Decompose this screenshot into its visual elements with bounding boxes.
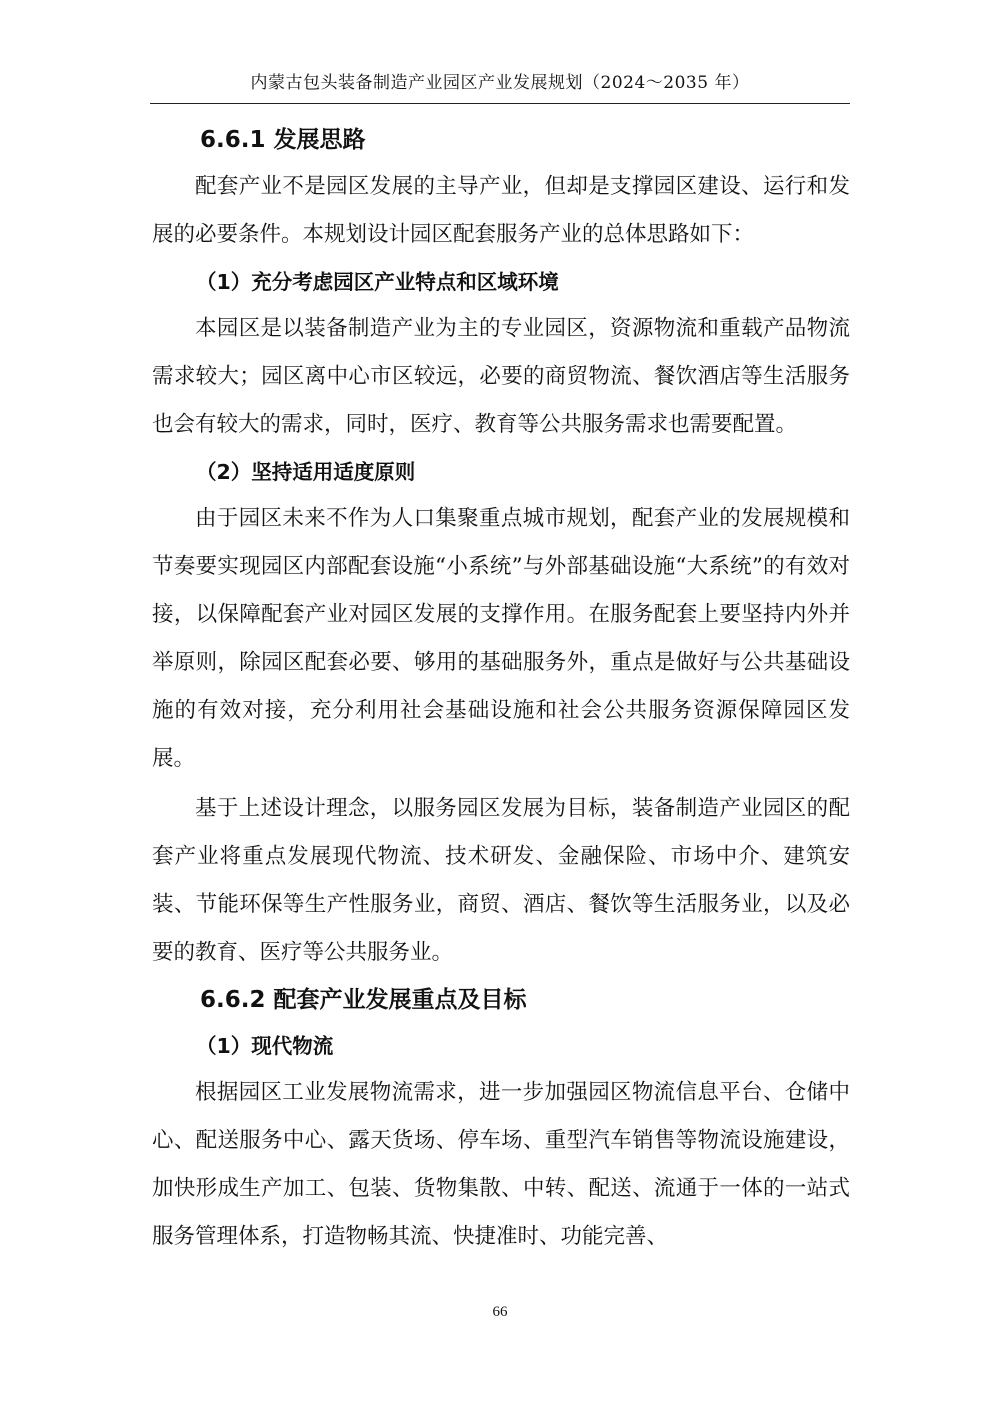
subheading-1: （1）充分考虑园区产业特点和区域环境 (196, 270, 559, 294)
paragraph-sub2: 由于园区未来不作为人口集聚重点城市规划，配套产业的发展规模和节奏要实现园区内部配套设施“小系统”与外部基础设施“大系统”的有效对接，以保障配套产业对园区发展的支撑作用。在服务配套上要坚持内外并举原则，除园区配套必要、够用的基础服务外，重点是做好与公共基础设施的有效对接，充分利用社会基础设施和社会公共服务资源保障园区发展。 (152, 506, 850, 771)
paragraph-sub3: 根据园区工业发展物流需求，进一步加强园区物流信息平台、仓储中心、配送服务中心、露天货场、停车场、重型汽车销售等物流设施建设，加快形成生产加工、包装、货物集散、中转、配送、流通于一体的一站式服务管理体系，打造物畅其流、快捷准时、功能完善、 (152, 1080, 850, 1249)
paragraph-summary: 基于上述设计理念，以服务园区发展为目标，装备制造产业园区的配套产业将重点发展现代物流、技术研发、金融保险、市场中介、建筑安装、节能环保等生产性服务业，商贸、酒店、餐饮等生活服务业，以及必要的教育、医疗等公共服务业。 (152, 796, 850, 965)
paragraph-sub1: 本园区是以装备制造产业为主的专业园区，资源物流和重载产品物流需求较大；园区离中心市区较远，必要的商贸物流、餐饮酒店等生活服务也会有较大的需求，同时，医疗、教育等公共服务需求也需要配置。 (152, 316, 850, 437)
page-number: 66 (492, 1304, 508, 1320)
page-body (152, 117, 850, 1261)
section-heading-6-6-1: 6.6.1 发展思路 (200, 127, 366, 153)
running-header: 内蒙古包头装备制造产业园区产业发展规划（2024～2035 年） (250, 73, 750, 93)
header-divider (150, 103, 850, 104)
subheading-2: （2）坚持适用适度原则 (196, 460, 416, 484)
paragraph-intro: 配套产业不是园区发展的主导产业，但却是支撑园区建设、运行和发展的必要条件。本规划设计园区配套服务产业的总体思路如下： (152, 174, 850, 247)
section-heading-6-6-2: 6.6.2 配套产业发展重点及目标 (200, 987, 527, 1013)
subheading-3: （1）现代物流 (196, 1034, 334, 1058)
